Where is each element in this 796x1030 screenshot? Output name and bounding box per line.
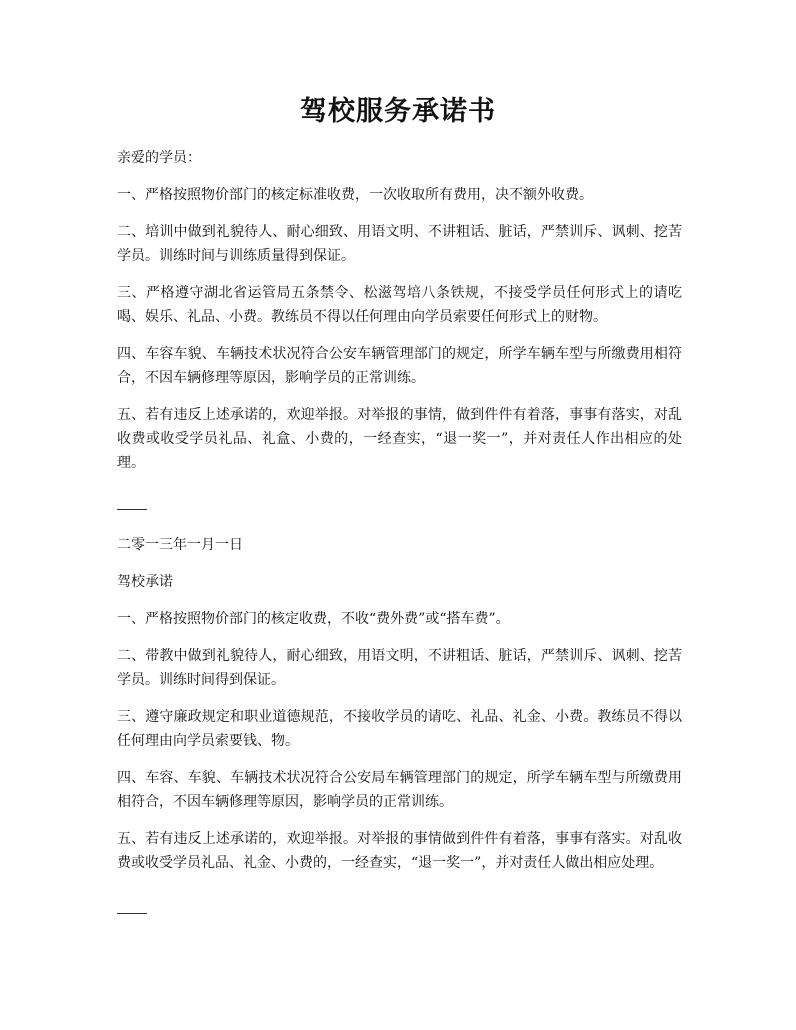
section-subtitle: 驾校承诺: [117, 574, 173, 590]
pledge-item-5: 五、若有违反上述承诺的，欢迎举报。对举报的事情，做到件件有着落，事事有落实，对乱收费或收受学员礼品、礼盒、小费的，一经查实，“退一奖一”，并对责任人作出相应的处理。: [117, 407, 682, 471]
document-date: 二零一三年一月一日: [117, 537, 243, 553]
promise-item-1: 一、严格按照物价部门的核定收费，不收“费外费”或“搭车费”。: [117, 611, 510, 627]
pledge-item-1: 一、严格按照物价部门的核定标准收费，一次收取所有费用，决不额外收费。: [117, 187, 593, 203]
document-title: 驾校服务承诺书: [300, 96, 496, 127]
pledge-item-3: 三、严格遵守湖北省运管局五条禁令、松滋驾培八条铁规，不接受学员任何形式上的请吃喝、娱乐、礼品、小费。教练员不得以任何理由向学员索要任何形式上的财物。: [117, 285, 682, 325]
promise-item-5: 五、若有违反上述承诺的，欢迎举报。对举报的事情做到件件有着落，事事有落实。对乱收费或收受学员礼品、礼金、小费的，一经查实，“退一奖一”，并对责任人做出相应处理。: [117, 831, 682, 871]
pledge-item-2: 二、培训中做到礼貌待人、耐心细致、用语文明、不讲粗话、脏话，严禁训斥、讽刺、挖苦学员。训练时间与训练质量得到保证。: [117, 224, 682, 264]
pledge-item-4: 四、车容车貌、车辆技术状况符合公安车辆管理部门的规定，所学车辆车型与所缴费用相符合，不因车辆修理等原因，影响学员的正常训练。: [117, 346, 682, 386]
promise-item-4: 四、车容、车貌、车辆技术状况符合公安局车辆管理部门的规定，所学车辆车型与所缴费用相符合，不因车辆修理等原因，影响学员的正常训练。: [117, 770, 682, 810]
end-divider: [117, 913, 147, 914]
document-body: [117, 146, 682, 937]
promise-item-2: 二、带教中做到礼貌待人，耐心细致，用语文明，不讲粗话、脏话，严禁训斥、讽刺、挖苦学员。训练时间得到保证。: [117, 648, 682, 688]
section-divider: [117, 509, 147, 510]
greeting: 亲爱的学员：: [117, 150, 201, 166]
promise-item-3: 三、遵守廉政规定和职业道德规范，不接收学员的请吃、礼品、礼金、小费。教练员不得以任何理由向学员索要钱、物。: [117, 709, 682, 749]
